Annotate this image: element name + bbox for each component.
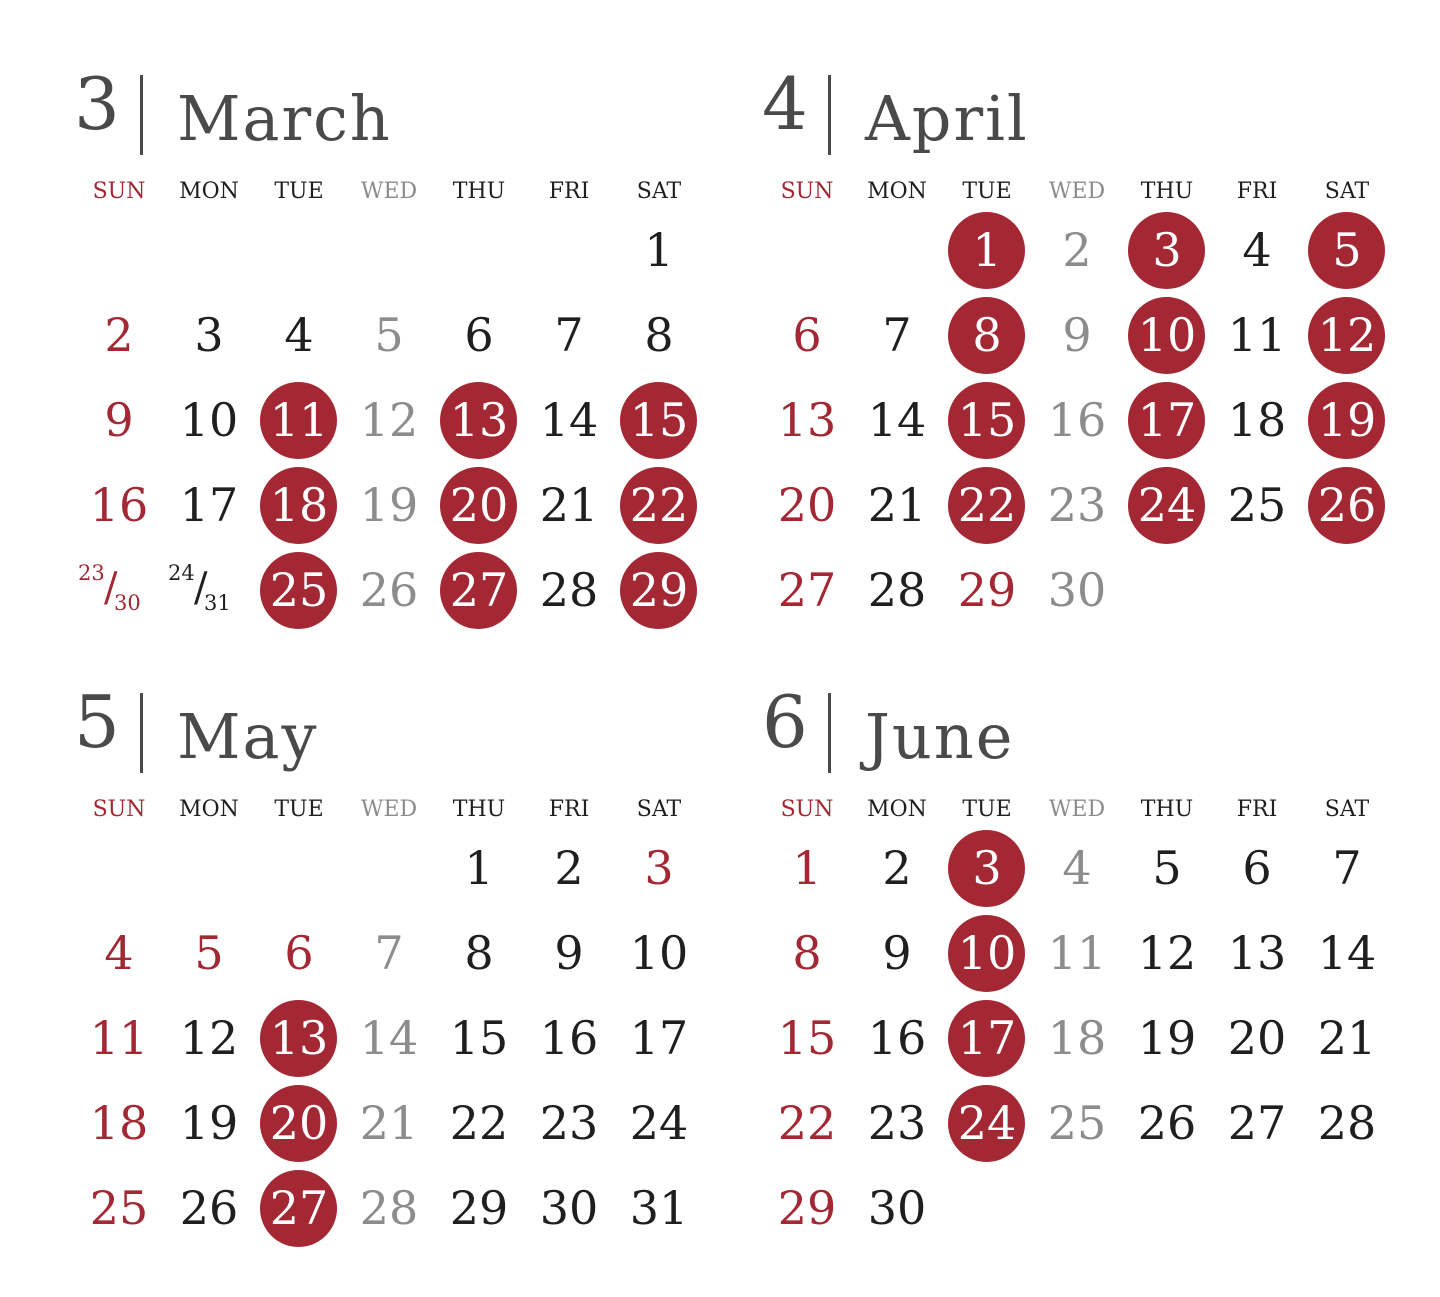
month-number: 4 — [762, 62, 807, 146]
day-number: 31 — [629, 1181, 689, 1235]
weekday-sat: SAT — [1324, 797, 1370, 822]
day-number: 20 — [777, 478, 837, 532]
day-cell[interactable] — [164, 996, 254, 1081]
day-cell[interactable] — [74, 1166, 164, 1251]
calendar-march — [74, 0, 714, 617]
day-number: 24 — [168, 561, 195, 585]
weekday-thu: THU — [452, 797, 506, 822]
day-number: 3 — [1152, 223, 1182, 277]
day-cell-highlighted[interactable] — [942, 293, 1032, 378]
day-cell[interactable] — [1032, 826, 1122, 911]
day-number: 11 — [89, 1011, 149, 1065]
day-number: 20 — [269, 1096, 329, 1150]
month-divider — [140, 75, 143, 155]
day-number: 1 — [792, 841, 822, 895]
day-cell[interactable] — [1122, 1081, 1212, 1166]
day-number: 20 — [1227, 1011, 1287, 1065]
day-cell-highlighted[interactable] — [942, 996, 1032, 1081]
day-number: 5 — [1332, 223, 1362, 277]
day-number: 8 — [972, 308, 1002, 362]
day-number: 28 — [867, 563, 927, 617]
day-number: 6 — [1242, 841, 1272, 895]
day-number: 28 — [539, 563, 599, 617]
day-cell-highlighted[interactable] — [254, 996, 344, 1081]
day-cell[interactable] — [1212, 293, 1302, 378]
day-number: 21 — [359, 1096, 419, 1150]
day-cell[interactable] — [614, 1166, 704, 1251]
day-cell[interactable] — [344, 1166, 434, 1251]
day-cell[interactable] — [762, 378, 852, 463]
day-number: 7 — [554, 308, 584, 362]
day-number: 16 — [1047, 393, 1107, 447]
day-cell[interactable] — [74, 911, 164, 996]
day-number: 17 — [1137, 393, 1197, 447]
day-number: 18 — [269, 478, 329, 532]
day-number: 18 — [1227, 393, 1287, 447]
day-cell-highlighted[interactable] — [942, 911, 1032, 996]
day-cell-highlighted[interactable] — [1122, 293, 1212, 378]
weekday-fri: FRI — [1236, 179, 1278, 204]
day-cell[interactable] — [1032, 996, 1122, 1081]
weekday-mon: MON — [179, 179, 239, 204]
day-cell[interactable] — [1212, 826, 1302, 911]
day-number: 15 — [629, 393, 689, 447]
day-cell-highlighted[interactable] — [254, 378, 344, 463]
day-cell[interactable] — [1212, 378, 1302, 463]
day-number: 10 — [1137, 308, 1197, 362]
day-number: 12 — [1317, 308, 1377, 362]
weekday-tue: TUE — [274, 797, 324, 822]
day-number: 23 — [1047, 478, 1107, 532]
day-number: 11 — [1227, 308, 1287, 362]
day-number: 29 — [629, 563, 689, 617]
day-number: 3 — [644, 841, 674, 895]
day-cell[interactable] — [1032, 378, 1122, 463]
day-number: 27 — [269, 1181, 329, 1235]
day-cell[interactable] — [1032, 1081, 1122, 1166]
day-number: 4 — [284, 308, 314, 362]
day-number: 5 — [374, 308, 404, 362]
weekday-fri: FRI — [1236, 797, 1278, 822]
day-number: 29 — [449, 1181, 509, 1235]
day-number: 24 — [957, 1096, 1017, 1150]
day-cell[interactable] — [762, 911, 852, 996]
day-cell-highlighted[interactable] — [614, 463, 704, 548]
day-number: 26 — [359, 563, 419, 617]
day-cell[interactable] — [434, 1081, 524, 1166]
day-cell[interactable] — [524, 1081, 614, 1166]
day-cell-highlighted[interactable] — [254, 463, 344, 548]
day-cell-highlighted[interactable] — [254, 1166, 344, 1251]
day-number: 19 — [1317, 393, 1377, 447]
day-number: 15 — [449, 1011, 509, 1065]
day-cell[interactable] — [614, 996, 704, 1081]
day-cell[interactable] — [164, 463, 254, 548]
day-cell[interactable] — [614, 1081, 704, 1166]
day-number: 27 — [1227, 1096, 1287, 1150]
day-number-alt: 30 — [114, 591, 141, 615]
day-cell[interactable] — [434, 293, 524, 378]
day-number: 9 — [554, 926, 584, 980]
day-number: 3 — [972, 841, 1002, 895]
day-number: 21 — [867, 478, 927, 532]
weekday-mon: MON — [179, 797, 239, 822]
day-number: 12 — [359, 393, 419, 447]
day-cell[interactable] — [74, 996, 164, 1081]
day-cell[interactable] — [434, 1166, 524, 1251]
day-number: 11 — [269, 393, 329, 447]
day-number: 6 — [284, 926, 314, 980]
weekday-tue: TUE — [962, 797, 1012, 822]
day-cell[interactable] — [614, 208, 704, 293]
day-cell[interactable] — [762, 996, 852, 1081]
day-cell[interactable] — [1032, 208, 1122, 293]
day-number: 14 — [1317, 926, 1377, 980]
day-cell[interactable] — [524, 1166, 614, 1251]
day-number: 5 — [1152, 841, 1182, 895]
day-cell-highlighted[interactable] — [1122, 463, 1212, 548]
day-cell[interactable] — [1302, 1081, 1392, 1166]
month-divider — [828, 75, 831, 155]
day-number: 26 — [1137, 1096, 1197, 1150]
day-number: 28 — [359, 1181, 419, 1235]
day-number: 4 — [104, 926, 134, 980]
day-cell[interactable] — [1032, 293, 1122, 378]
day-cell[interactable] — [74, 463, 164, 548]
day-number: 27 — [777, 563, 837, 617]
day-number: 26 — [1317, 478, 1377, 532]
day-number: 29 — [957, 563, 1017, 617]
day-cell-highlighted[interactable] — [942, 463, 1032, 548]
day-number: 22 — [449, 1096, 509, 1150]
day-number: 13 — [777, 393, 837, 447]
day-cell-highlighted[interactable] — [1302, 378, 1392, 463]
day-cell[interactable] — [344, 293, 434, 378]
day-cell[interactable] — [1302, 996, 1392, 1081]
day-cell[interactable] — [524, 293, 614, 378]
day-number: 1 — [464, 841, 494, 895]
day-number: 25 — [1047, 1096, 1107, 1150]
weekday-sun: SUN — [92, 797, 146, 822]
day-grid — [74, 208, 714, 638]
day-cell[interactable] — [434, 826, 524, 911]
day-number: 23 — [867, 1096, 927, 1150]
day-cell[interactable] — [164, 1081, 254, 1166]
day-number: 13 — [269, 1011, 329, 1065]
day-number: 8 — [464, 926, 494, 980]
day-cell[interactable] — [344, 1081, 434, 1166]
day-number: 13 — [449, 393, 509, 447]
day-number: 22 — [777, 1096, 837, 1150]
day-number: 29 — [777, 1181, 837, 1235]
weekday-mon: MON — [867, 797, 927, 822]
day-cell[interactable] — [74, 1081, 164, 1166]
month-header — [762, 618, 1402, 773]
day-number: 25 — [269, 563, 329, 617]
month-name: April — [865, 82, 1029, 155]
day-cell[interactable] — [1032, 463, 1122, 548]
day-number: 30 — [539, 1181, 599, 1235]
weekday-thu: THU — [1140, 797, 1194, 822]
weekday-wed: WED — [1048, 797, 1106, 822]
day-number: 11 — [1047, 926, 1107, 980]
day-number: 14 — [359, 1011, 419, 1065]
day-number: 10 — [179, 393, 239, 447]
day-cell[interactable] — [1212, 463, 1302, 548]
day-cell-highlighted[interactable] — [434, 463, 524, 548]
weekday-tue: TUE — [274, 179, 324, 204]
day-cell[interactable] — [524, 996, 614, 1081]
day-cell[interactable] — [762, 1166, 852, 1251]
day-number: 20 — [449, 478, 509, 532]
month-name: June — [865, 700, 1015, 773]
day-cell-highlighted[interactable] — [1122, 208, 1212, 293]
day-grid — [762, 826, 1402, 1256]
month-name: May — [177, 700, 319, 773]
day-cell[interactable] — [74, 378, 164, 463]
day-cell[interactable] — [524, 826, 614, 911]
day-number: 7 — [882, 308, 912, 362]
day-cell[interactable] — [254, 293, 344, 378]
day-cell[interactable] — [344, 378, 434, 463]
day-cell[interactable] — [852, 463, 942, 548]
day-cell[interactable] — [762, 826, 852, 911]
day-number: 9 — [1062, 308, 1092, 362]
day-cell[interactable] — [74, 293, 164, 378]
day-number: 14 — [867, 393, 927, 447]
month-name: March — [177, 82, 392, 155]
day-number: 19 — [179, 1096, 239, 1150]
weekday-wed: WED — [360, 179, 418, 204]
weekday-fri: FRI — [548, 179, 590, 204]
day-number: 9 — [104, 393, 134, 447]
day-number: 8 — [792, 926, 822, 980]
day-cell[interactable] — [1122, 826, 1212, 911]
day-number: 2 — [554, 841, 584, 895]
day-number: 4 — [1062, 841, 1092, 895]
day-cell[interactable] — [1212, 911, 1302, 996]
day-number: 27 — [449, 563, 509, 617]
day-cell[interactable] — [524, 378, 614, 463]
day-number: 25 — [1227, 478, 1287, 532]
day-number: 9 — [882, 926, 912, 980]
day-number: 10 — [629, 926, 689, 980]
weekday-sat: SAT — [636, 179, 682, 204]
day-number: 7 — [374, 926, 404, 980]
day-cell[interactable] — [344, 996, 434, 1081]
day-cell-highlighted[interactable] — [1122, 378, 1212, 463]
calendar-april — [762, 0, 1402, 617]
day-number-alt: 31 — [204, 591, 231, 615]
day-number: 17 — [629, 1011, 689, 1065]
day-number: 2 — [882, 841, 912, 895]
day-cell-highlighted[interactable] — [942, 378, 1032, 463]
calendar-may — [74, 618, 714, 1235]
day-cell[interactable] — [1302, 826, 1392, 911]
day-number: 16 — [867, 1011, 927, 1065]
day-cell-highlighted[interactable] — [434, 378, 524, 463]
day-cell[interactable] — [614, 911, 704, 996]
day-cell[interactable] — [1212, 208, 1302, 293]
day-number: 18 — [89, 1096, 149, 1150]
month-divider — [140, 693, 143, 773]
day-number: 8 — [644, 308, 674, 362]
day-number: 1 — [972, 223, 1002, 277]
day-cell-highlighted[interactable] — [942, 208, 1032, 293]
day-number: 19 — [1137, 1011, 1197, 1065]
weekday-sun: SUN — [92, 179, 146, 204]
month-header — [762, 0, 1402, 155]
weekday-row — [74, 795, 714, 825]
day-cell[interactable] — [762, 293, 852, 378]
day-number: 13 — [1227, 926, 1287, 980]
date-slash: / — [194, 565, 208, 611]
day-cell[interactable] — [524, 463, 614, 548]
day-number: 26 — [179, 1181, 239, 1235]
day-cell[interactable] — [762, 463, 852, 548]
day-number: 6 — [464, 308, 494, 362]
month-number: 6 — [762, 680, 807, 764]
date-slash: / — [104, 565, 118, 611]
day-number: 7 — [1332, 841, 1362, 895]
day-cell-highlighted[interactable] — [1302, 463, 1392, 548]
day-number: 18 — [1047, 1011, 1107, 1065]
day-number: 22 — [629, 478, 689, 532]
day-cell[interactable] — [852, 826, 942, 911]
day-cell[interactable] — [254, 911, 344, 996]
month-divider — [828, 693, 831, 773]
weekday-sun: SUN — [780, 797, 834, 822]
day-cell[interactable] — [164, 293, 254, 378]
day-number: 28 — [1317, 1096, 1377, 1150]
day-number: 25 — [89, 1181, 149, 1235]
day-cell[interactable] — [1212, 996, 1302, 1081]
day-number: 15 — [777, 1011, 837, 1065]
day-grid — [74, 826, 714, 1256]
day-number: 1 — [644, 223, 674, 277]
day-number: 22 — [957, 478, 1017, 532]
day-cell[interactable] — [164, 911, 254, 996]
day-cell[interactable] — [434, 996, 524, 1081]
day-cell[interactable] — [434, 911, 524, 996]
day-cell[interactable] — [852, 1081, 942, 1166]
day-cell[interactable] — [1212, 1081, 1302, 1166]
day-cell-highlighted[interactable] — [942, 826, 1032, 911]
weekday-mon: MON — [867, 179, 927, 204]
day-cell[interactable] — [344, 911, 434, 996]
weekday-tue: TUE — [962, 179, 1012, 204]
day-cell-highlighted[interactable] — [254, 1081, 344, 1166]
day-number: 24 — [1137, 478, 1197, 532]
day-cell-highlighted[interactable] — [942, 1081, 1032, 1166]
day-number: 12 — [1137, 926, 1197, 980]
day-cell[interactable] — [1032, 911, 1122, 996]
day-number: 3 — [194, 308, 224, 362]
day-number: 14 — [539, 393, 599, 447]
day-number: 23 — [539, 1096, 599, 1150]
day-number: 17 — [957, 1011, 1017, 1065]
day-number: 21 — [1317, 1011, 1377, 1065]
day-cell[interactable] — [344, 463, 434, 548]
day-cell[interactable] — [524, 911, 614, 996]
day-number: 5 — [194, 926, 224, 980]
day-cell[interactable] — [852, 996, 942, 1081]
weekday-sat: SAT — [1324, 179, 1370, 204]
weekday-thu: THU — [452, 179, 506, 204]
month-header — [74, 0, 714, 155]
day-cell[interactable] — [852, 1166, 942, 1251]
day-cell[interactable] — [1122, 996, 1212, 1081]
month-number: 5 — [74, 680, 119, 764]
day-cell-highlighted[interactable] — [614, 378, 704, 463]
day-cell-highlighted[interactable] — [1302, 293, 1392, 378]
day-number: 23 — [78, 561, 105, 585]
day-number: 16 — [539, 1011, 599, 1065]
day-number: 10 — [957, 926, 1017, 980]
weekday-row — [74, 177, 714, 207]
day-number: 4 — [1242, 223, 1272, 277]
day-number: 12 — [179, 1011, 239, 1065]
day-cell[interactable] — [164, 1166, 254, 1251]
day-number: 24 — [629, 1096, 689, 1150]
day-cell[interactable] — [852, 293, 942, 378]
day-cell[interactable] — [852, 378, 942, 463]
day-cell[interactable] — [614, 826, 704, 911]
day-number: 6 — [792, 308, 822, 362]
weekday-row — [762, 795, 1402, 825]
day-cell[interactable] — [762, 1081, 852, 1166]
day-number: 19 — [359, 478, 419, 532]
weekday-fri: FRI — [548, 797, 590, 822]
weekday-sun: SUN — [780, 179, 834, 204]
month-number: 3 — [74, 62, 119, 146]
day-number: 21 — [539, 478, 599, 532]
month-header — [74, 618, 714, 773]
day-number: 30 — [867, 1181, 927, 1235]
day-number: 30 — [1047, 563, 1107, 617]
day-number: 16 — [89, 478, 149, 532]
day-grid — [762, 208, 1402, 638]
day-cell[interactable] — [614, 293, 704, 378]
day-cell[interactable] — [852, 911, 942, 996]
day-cell[interactable] — [1122, 911, 1212, 996]
day-cell-highlighted[interactable] — [1302, 208, 1392, 293]
day-number: 17 — [179, 478, 239, 532]
weekday-thu: THU — [1140, 179, 1194, 204]
day-number: 2 — [104, 308, 134, 362]
weekday-sat: SAT — [636, 797, 682, 822]
day-cell[interactable] — [1302, 911, 1392, 996]
day-number: 15 — [957, 393, 1017, 447]
day-number: 2 — [1062, 223, 1092, 277]
weekday-wed: WED — [360, 797, 418, 822]
weekday-row — [762, 177, 1402, 207]
day-cell[interactable] — [164, 378, 254, 463]
weekday-wed: WED — [1048, 179, 1106, 204]
calendar-june — [762, 618, 1402, 1235]
